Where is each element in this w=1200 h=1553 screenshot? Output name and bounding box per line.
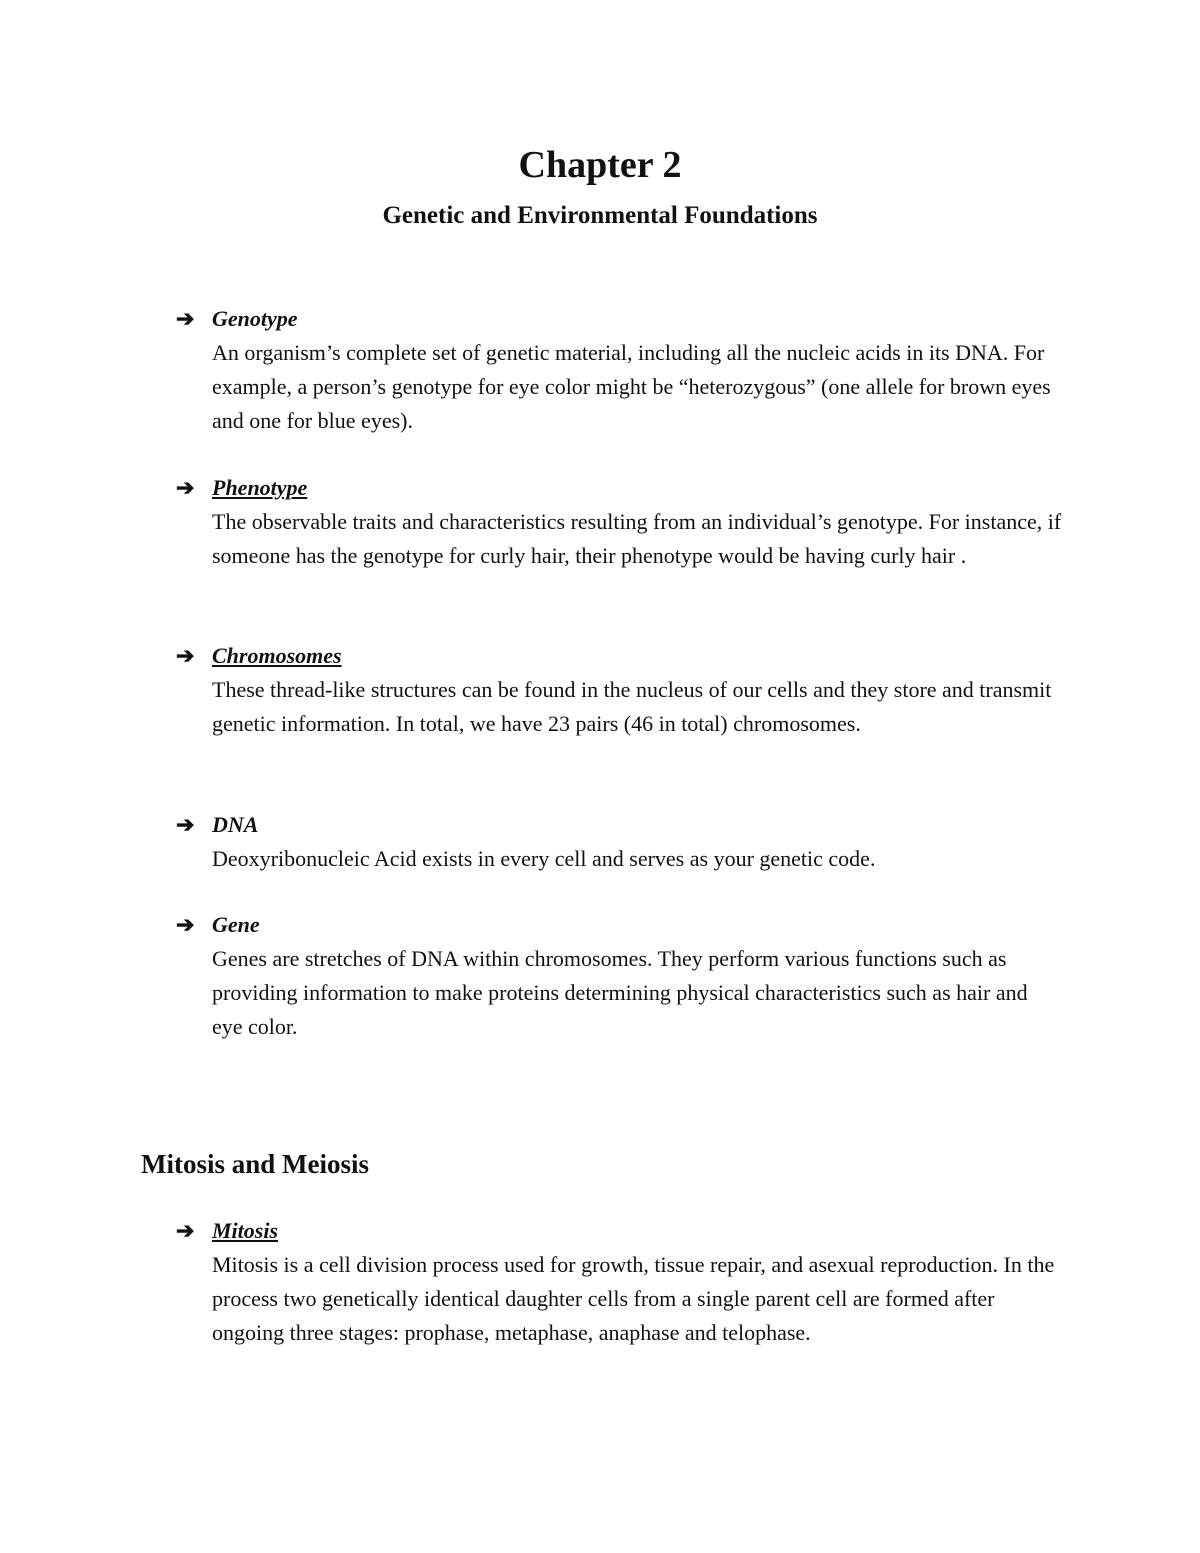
term-dna	[176, 808, 1076, 876]
arrow-icon: ➔	[176, 912, 195, 937]
term-definition: An organism’s complete set of genetic material, including all the nucleic acids in its DNA. For example, a person’s genotype for eye color might be “heterozygous” (one allele for brown eyes and one for blue eyes).	[212, 340, 1051, 433]
term-mitosis	[176, 1214, 1076, 1350]
arrow-icon: ➔	[176, 306, 195, 331]
term-gene	[176, 908, 1076, 1044]
chapter-title: Chapter 2	[518, 144, 682, 186]
term-genotype	[176, 302, 1076, 438]
term-title: DNA	[212, 812, 259, 837]
term-phenotype	[176, 471, 1076, 573]
term-title: Mitosis	[212, 1218, 279, 1243]
arrow-icon: ➔	[176, 812, 195, 837]
term-definition: The observable traits and characteristics resulting from an individual’s genotype. For instance, if someone has the genotype for curly hair, their phenotype would be having curly hair .	[212, 509, 1062, 568]
term-definition: These thread-like structures can be found in the nucleus of our cells and they store and transmit genetic information. In total, we have 23 pairs (46 in total) chromosomes.	[212, 677, 1052, 736]
term-title: Genotype	[212, 306, 298, 331]
arrow-icon: ➔	[176, 1218, 195, 1243]
term-title: Phenotype	[212, 475, 308, 500]
term-title: Gene	[212, 912, 260, 937]
chapter-subtitle: Genetic and Environmental Foundations	[382, 202, 818, 229]
arrow-icon: ➔	[176, 643, 195, 668]
section-heading: Mitosis and Meiosis	[141, 1149, 370, 1179]
term-title: Chromosomes	[212, 643, 342, 668]
term-chromosomes	[176, 639, 1076, 741]
term-definition: Mitosis is a cell division process used for growth, tissue repair, and asexual reproduction. In the process two genetically identical daughter cells from a single parent cell are formed after ongoing three stages: prophase, metaphase, anaphase and telophase.	[212, 1252, 1055, 1345]
arrow-icon: ➔	[176, 475, 195, 500]
term-definition: Deoxyribonucleic Acid exists in every cell and serves as your genetic code.	[212, 846, 876, 871]
term-definition: Genes are stretches of DNA within chromosomes. They perform various functions such as providing information to make proteins determining physical characteristics such as hair and eye color.	[212, 946, 1028, 1039]
